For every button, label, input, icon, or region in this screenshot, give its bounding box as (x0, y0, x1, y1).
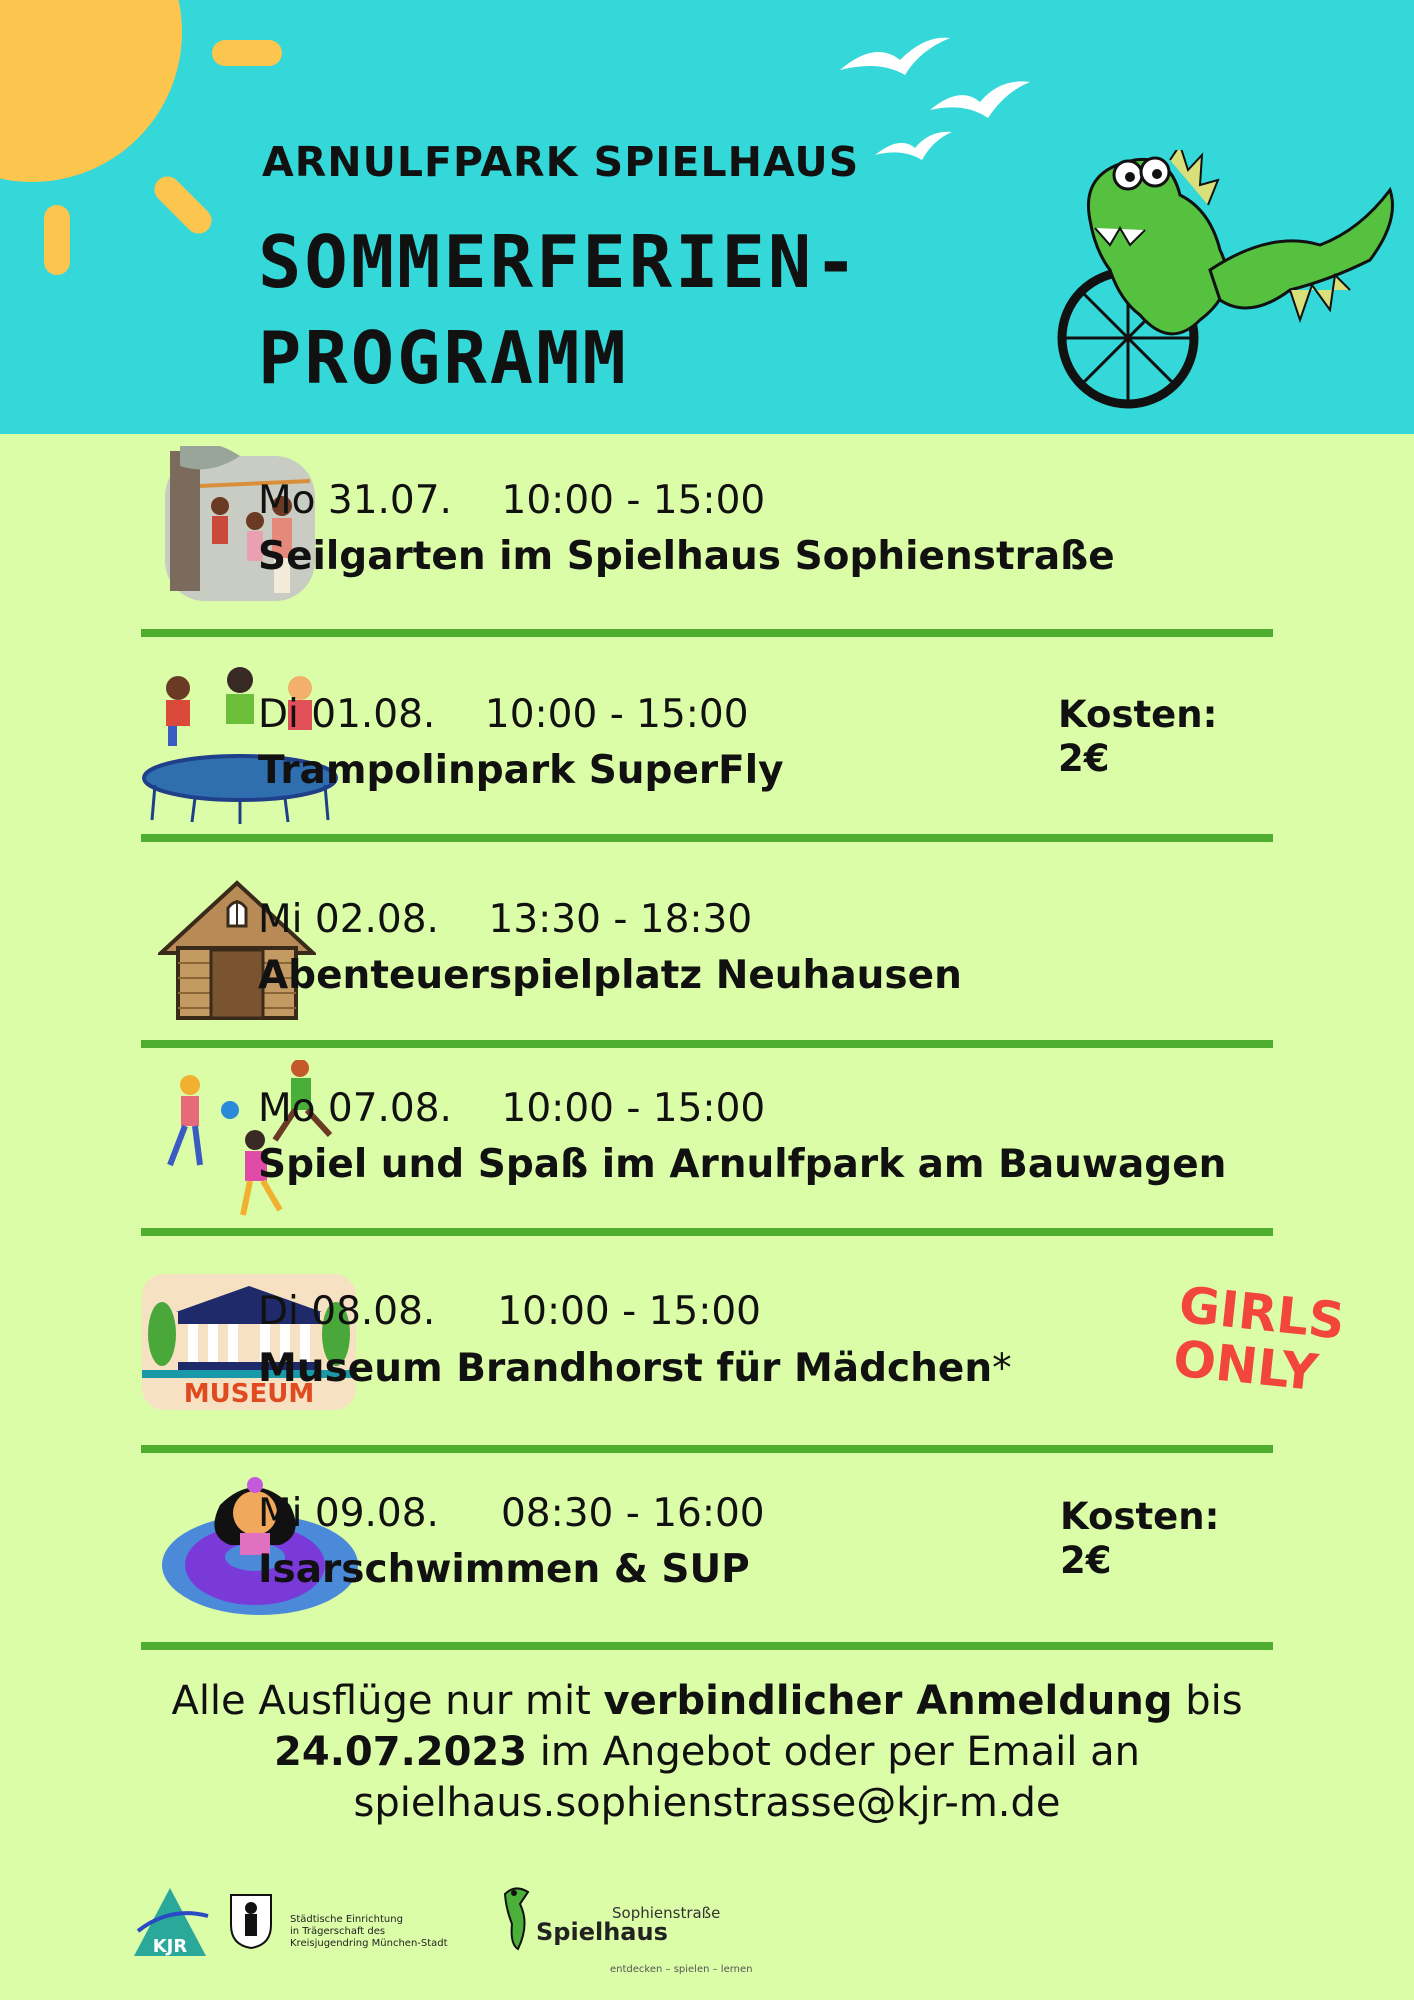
event-2-time: 10:00 - 15:00 (484, 692, 749, 737)
museum-label: MUSEUM (183, 1379, 315, 1409)
event-2-day: Di 01.08. (258, 692, 436, 737)
divider (141, 1228, 1273, 1236)
trampoline-illustration (140, 660, 340, 825)
event-4-day: Mo 07.08. (258, 1086, 452, 1131)
event-5-title-text: Museum Brandhorst für Mädchen (258, 1346, 993, 1391)
event-5-day: Di 08.08. (258, 1289, 436, 1334)
city-text-line: Städtische Einrichtung (290, 1914, 403, 1925)
event-3-day: Mi 02.08. (258, 897, 439, 942)
sun-icon (0, 0, 182, 182)
title-line-1: SOMMERFERIEN- (258, 220, 861, 304)
event-1-title: Seilgarten im Spielhaus Sophienstraße (258, 534, 1115, 579)
spielhaus-name: Spielhaus (536, 1918, 668, 1946)
badge-line-1: GIRLS (1176, 1275, 1348, 1351)
girls-only-badge (1170, 1275, 1348, 1403)
divider (141, 1040, 1273, 1048)
event-6-date (258, 1491, 765, 1536)
event-5-time: 10:00 - 15:00 (497, 1289, 761, 1334)
event-4-date (258, 1086, 765, 1131)
note-line-2 (0, 1727, 1414, 1778)
kjr-logo (130, 1886, 210, 1958)
note-emphasis: verbindlicher Anmeldung (603, 1678, 1173, 1724)
spielhaus-tagline: entdecken – spielen – lernen (610, 1964, 753, 1975)
city-text (290, 1914, 448, 1950)
sun-ray (212, 40, 282, 66)
munich-coat-of-arms-icon (226, 1890, 276, 1950)
event-6-title: Isarschwimmen & SUP (258, 1547, 750, 1592)
event-5-date (258, 1289, 761, 1334)
note-text: im Angebot oder per Email an (527, 1729, 1140, 1775)
footnote-mark: * (992, 1346, 1012, 1391)
event-4-title: Spiel und Spaß im Arnulfpark am Bauwagen (258, 1142, 1227, 1187)
header-kicker: ARNULFPARK SPIELHAUS (262, 138, 860, 186)
divider (141, 1642, 1273, 1650)
event-6-cost (1060, 1495, 1219, 1583)
header-banner (0, 0, 1414, 434)
birds-icon (830, 30, 1060, 170)
badge-line-2: ONLY (1170, 1329, 1321, 1403)
event-4-time: 10:00 - 15:00 (501, 1086, 766, 1131)
event-1-date (258, 478, 765, 523)
event-2-title: Trampolinpark SuperFly (258, 748, 784, 793)
dragon-on-bike-icon (1050, 150, 1414, 420)
title-line-2: PROGRAMM (258, 316, 629, 400)
page-title (258, 214, 861, 406)
event-1-day: Mo 31.07. (258, 478, 452, 523)
event-6-day: Mi 09.08. (258, 1491, 439, 1536)
cost-label: Kosten: (1058, 693, 1218, 736)
sun-ray (149, 171, 217, 239)
note-text: Alle Ausflüge nur mit (171, 1678, 604, 1724)
divider (141, 629, 1273, 637)
spielhaus-small: Sophienstraße (612, 1904, 721, 1922)
kjr-logo-text: KJR (152, 1936, 188, 1957)
deadline-date: 24.07.2023 (274, 1729, 528, 1775)
spielhaus-dragon-icon (500, 1884, 540, 1954)
event-2-cost (1058, 693, 1217, 781)
rope-garden-illustration (160, 446, 320, 606)
note-text: bis (1172, 1678, 1243, 1724)
cost-label: Kosten: (1060, 1495, 1220, 1538)
registration-note (0, 1676, 1414, 1829)
event-1-time: 10:00 - 15:00 (501, 478, 766, 523)
cost-value: 2€ (1060, 1539, 1112, 1582)
logo-bar (0, 1880, 1414, 2000)
city-text-line: Kreisjugendring München-Stadt (290, 1938, 448, 1949)
cost-value: 2€ (1058, 737, 1110, 780)
event-3-date (258, 897, 752, 942)
event-5-title (258, 1346, 1012, 1391)
divider (141, 1445, 1273, 1453)
contact-email[interactable]: spielhaus.sophienstrasse@kjr-m.de (353, 1780, 1061, 1826)
event-3-time: 13:30 - 18:30 (488, 897, 753, 942)
event-3-title: Abenteuerspielplatz Neuhausen (258, 953, 962, 998)
event-2-date (258, 692, 749, 737)
event-6-time: 08:30 - 16:00 (500, 1491, 765, 1536)
note-line-1 (0, 1676, 1414, 1727)
divider (141, 834, 1273, 842)
sun-ray (44, 205, 70, 275)
city-text-line: in Trägerschaft des (290, 1926, 386, 1937)
